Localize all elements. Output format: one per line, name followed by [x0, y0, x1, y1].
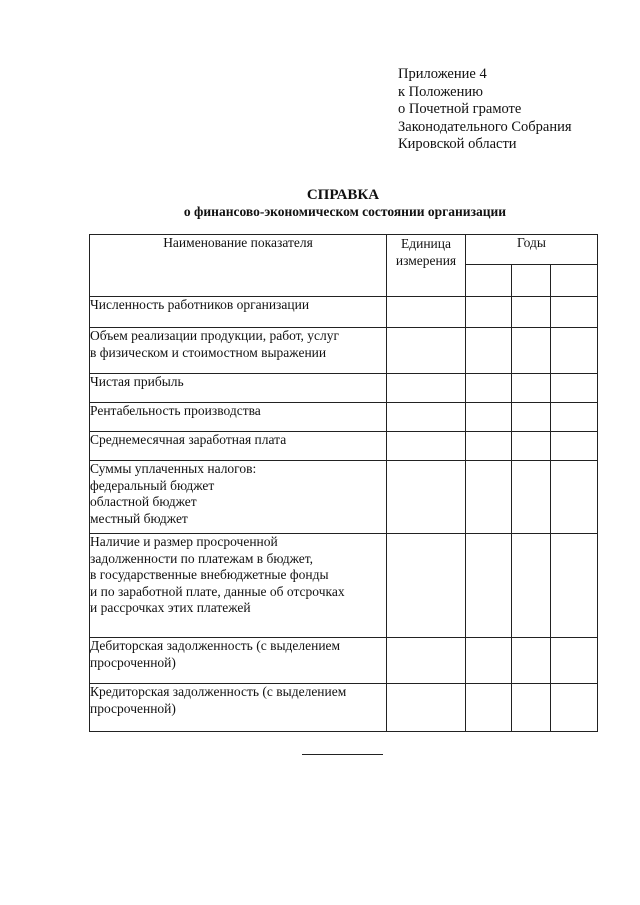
table-row — [90, 432, 598, 461]
unit-cell[interactable] — [387, 297, 466, 328]
table-row — [90, 297, 598, 328]
unit-header-line: Единица — [400, 236, 451, 251]
unit-cell[interactable] — [387, 638, 466, 684]
appendix-line: Приложение 4 — [398, 66, 487, 82]
indicator-name-cell — [90, 684, 387, 732]
year-value-cell[interactable] — [551, 403, 598, 432]
indicator-name-line: Кредиторская задолженность (с выделением — [90, 684, 347, 699]
year-value-cell[interactable] — [551, 432, 598, 461]
year-value-cell[interactable] — [551, 534, 598, 638]
appendix-block — [398, 66, 572, 154]
indicator-name-cell — [90, 374, 387, 403]
indicator-name-cell — [90, 534, 387, 638]
indicator-name-cell — [90, 328, 387, 374]
year-value-cell[interactable] — [551, 374, 598, 403]
document-title: СПРАВКА — [306, 187, 380, 203]
year-value-cell[interactable] — [466, 684, 512, 732]
unit-cell[interactable] — [387, 328, 466, 374]
year-value-cell[interactable] — [466, 374, 512, 403]
indicators-table — [89, 234, 598, 732]
table-row — [90, 534, 598, 638]
indicator-name-line: задолженности по платежам в бюджет, — [90, 550, 314, 566]
indicator-name-line: Наличие и размер просроченной — [90, 534, 278, 549]
column-header-indicator: Наименование показателя — [90, 235, 387, 297]
year-value-cell[interactable] — [466, 534, 512, 638]
indicator-name-line: Дебиторская задолженность (с выделением — [90, 638, 341, 653]
indicator-name-line: и рассрочках этих платежей — [90, 600, 251, 615]
table-row — [90, 374, 598, 403]
year-value-cell[interactable] — [551, 297, 598, 328]
indicator-name-cell — [90, 403, 387, 432]
indicator-name-line: Суммы уплаченных налогов: — [90, 461, 257, 476]
indicator-name-cell — [90, 432, 387, 461]
year-column-cell[interactable] — [551, 265, 598, 297]
indicator-name-line: местный бюджет — [90, 510, 188, 526]
appendix-line: к Положению — [398, 83, 483, 100]
indicator-name-line: Среднемесячная заработная плата — [90, 432, 287, 447]
year-value-cell[interactable] — [466, 403, 512, 432]
year-value-cell[interactable] — [466, 638, 512, 684]
indicator-name-line: просроченной) — [90, 654, 176, 670]
year-value-cell[interactable] — [466, 461, 512, 534]
unit-cell[interactable] — [387, 432, 466, 461]
appendix-line: Кировской области — [398, 136, 517, 152]
indicator-name-line: просроченной) — [90, 700, 176, 716]
year-value-cell[interactable] — [466, 432, 512, 461]
table-row — [90, 684, 598, 732]
indicator-name-line: Численность работников организации — [90, 297, 310, 312]
unit-header-line: измерения — [395, 253, 457, 268]
year-column-cell[interactable] — [512, 265, 551, 297]
indicator-name-line: и по заработной плате, данные об отсрочках — [90, 583, 345, 599]
indicator-name-line: Рентабельность производства — [90, 403, 261, 418]
year-value-cell[interactable] — [551, 684, 598, 732]
appendix-line: Законодательного Собрания — [398, 118, 572, 135]
year-value-cell[interactable] — [551, 461, 598, 534]
year-value-cell[interactable] — [512, 328, 551, 374]
year-value-cell[interactable] — [551, 328, 598, 374]
table-row — [90, 638, 598, 684]
unit-cell[interactable] — [387, 534, 466, 638]
year-value-cell[interactable] — [512, 403, 551, 432]
table-row — [90, 461, 598, 534]
table-header-row — [90, 235, 598, 265]
year-value-cell[interactable] — [512, 534, 551, 638]
year-value-cell[interactable] — [512, 461, 551, 534]
column-header-years: Годы — [466, 235, 598, 265]
year-column-cell[interactable] — [466, 265, 512, 297]
indicator-name-line: в физическом и стоимостном выражении — [90, 344, 327, 360]
year-value-cell[interactable] — [512, 374, 551, 403]
unit-cell[interactable] — [387, 374, 466, 403]
indicator-name-line: Объем реализации продукции, работ, услуг — [90, 328, 340, 343]
table-row — [90, 403, 598, 432]
year-value-cell[interactable] — [466, 328, 512, 374]
year-value-cell[interactable] — [512, 432, 551, 461]
indicator-name-line: в государственные внебюджетные фонды — [90, 567, 329, 582]
year-value-cell[interactable] — [512, 638, 551, 684]
unit-cell[interactable] — [387, 403, 466, 432]
year-value-cell[interactable] — [466, 297, 512, 328]
year-value-cell[interactable] — [551, 638, 598, 684]
unit-cell[interactable] — [387, 461, 466, 534]
appendix-line: о Почетной грамоте — [398, 101, 522, 117]
table-row — [90, 328, 598, 374]
footer-divider — [302, 754, 383, 755]
indicator-name-cell — [90, 297, 387, 328]
year-value-cell[interactable] — [512, 684, 551, 732]
unit-cell[interactable] — [387, 684, 466, 732]
column-header-unit — [387, 235, 466, 297]
indicator-name-cell — [90, 638, 387, 684]
document-subtitle: о финансово-экономическом состоянии организации — [183, 204, 507, 219]
indicator-name-line: областной бюджет — [90, 494, 197, 509]
indicator-name-line: Чистая прибыль — [90, 374, 184, 389]
year-value-cell[interactable] — [512, 297, 551, 328]
indicator-name-cell — [90, 461, 387, 534]
indicator-name-line: федеральный бюджет — [90, 477, 215, 493]
